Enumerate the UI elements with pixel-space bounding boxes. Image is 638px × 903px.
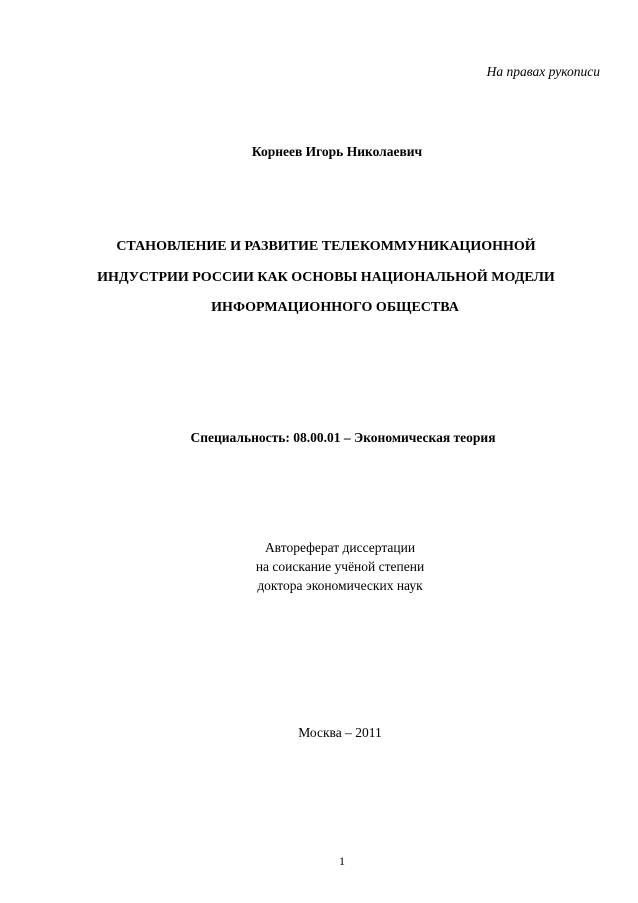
title-line-2: ИНДУСТРИИ РОССИИ КАК ОСНОВЫ НАЦИОНАЛЬНОЙ МОДЕЛИ	[97, 270, 555, 285]
title-line-3: ИНФОРМАЦИОННОГО ОБЩЕСТВА	[211, 300, 459, 315]
place-year: Москва – 2011	[298, 725, 382, 740]
abstract-line-2: на соискание учёной степени	[255, 559, 425, 574]
author-name: Корнеев Игорь Николаевич	[251, 144, 423, 159]
abstract-line-3: доктора экономических наук	[257, 578, 423, 593]
manuscript-rights-note: На правах рукописи	[486, 64, 600, 79]
title-line-1: СТАНОВЛЕНИЕ И РАЗВИТИЕ ТЕЛЕКОММУНИКАЦИОННОЙ	[116, 239, 536, 254]
specialty-line: Специальность: 08.00.01 – Экономическая теория	[190, 430, 496, 445]
page-number: 1	[339, 854, 345, 868]
abstract-line-1: Автореферат диссертации	[264, 540, 416, 555]
